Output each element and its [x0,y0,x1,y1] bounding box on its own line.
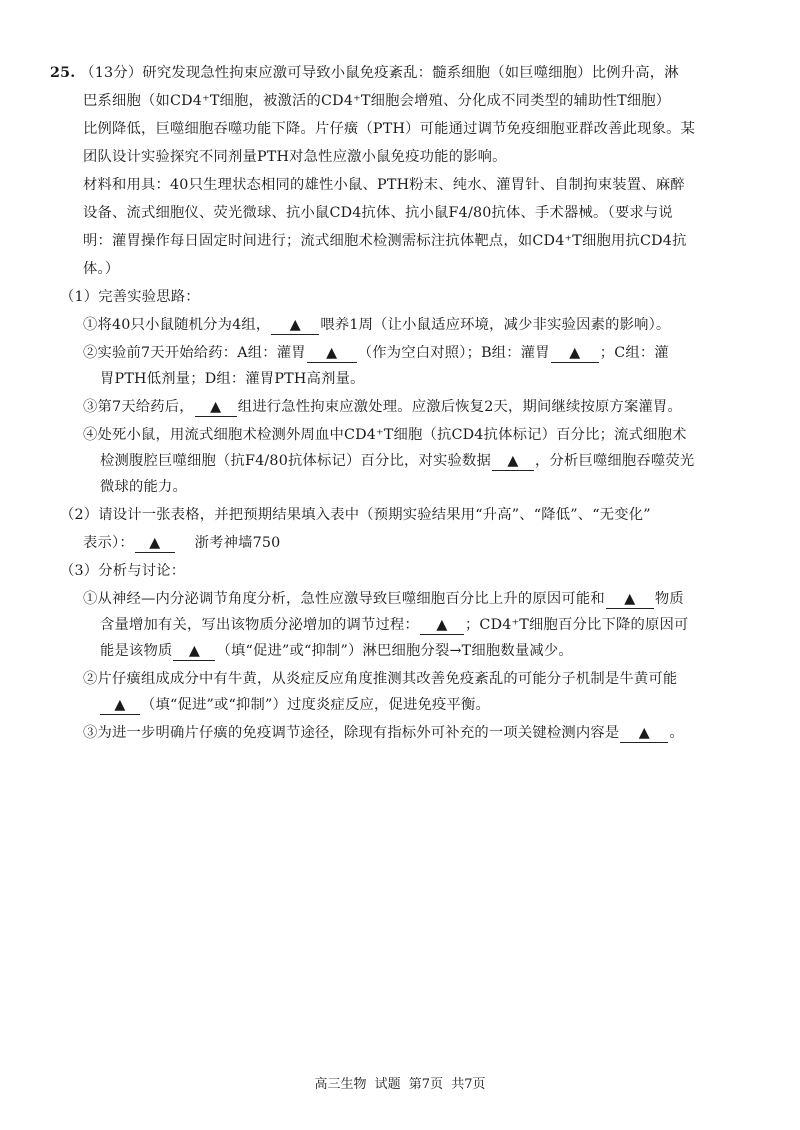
answer-blank-1[interactable]: ▲ [271,317,319,335]
part1-step-2: ②实验前7天开始给药：A组：灌胃 ▲ （作为空白对照）；B组：灌胃 ▲ ；C组：灌 [83,345,669,361]
part1-heading: （1）完善实验思路： [60,289,200,305]
footer-subject: 高三生物 [314,1077,367,1092]
question-score: （13分） [80,65,143,81]
part1-step-4-cont: 检测腹腔巨噬细胞（抗F4/80抗体标记）百分比，对实验数据 ▲ ，分析巨噬细胞吞噬荧光 [100,453,695,469]
materials-line-2: 设备、流式细胞仪、荧光微球、抗小鼠CD4抗体、抗小鼠F4/80抗体、手术器械。（要求与说 [83,205,673,221]
answer-blank-10[interactable]: ▲ [100,697,140,715]
part1-step-4: ④处死小鼠，用流式细胞术检测外周血中CD4⁺T细胞（抗CD4抗体标记）百分比；流式细胞术 [83,427,687,443]
part1-step-3: ③第7天给药后， ▲ 组进行急性拘束应激处理。应激后恢复2天，期间继续按原方案灌胃。 [83,399,682,415]
materials-line-1: 材料和用具：40只生理状态相同的雄性小鼠、PTH粉末、纯水、灌胃针、自制拘束装置、麻醉 [83,177,685,193]
watermark-text: 浙考神墙750 [194,535,281,551]
question-stem-line-3: 比例降低，巨噬细胞吞噬功能下降。片仔癀（PTH）可能通过调节免疫细胞亚群改善此现象。某 [83,121,696,137]
answer-blank-4[interactable]: ▲ [195,399,237,417]
answer-blank-7[interactable]: ▲ [606,591,654,609]
answer-blank-2[interactable]: ▲ [307,345,357,363]
part1-step-1: ①将40只小鼠随机分为4组， ▲ 喂养1周（让小鼠适应环境，减少非实验因素的影响）。 [83,317,671,333]
part3-q3: ③为进一步明确片仔癀的免疫调节途径，除现有指标外可补充的一项关键检测内容是 ▲ 。 [83,725,684,741]
part3-q1-line-1: ①从神经—内分泌调节角度分析，急性应激导致巨噬细胞百分比上升的原因可能和 ▲ 物质 [83,591,684,607]
answer-blank-11[interactable]: ▲ [620,725,668,743]
footer-page-number: 第7页 [408,1077,444,1092]
part2-line-2: 表示）： ▲ 浙考神墙750 [83,535,281,551]
part3-q1-line-3: 能是该物质 ▲ （填“促进”或“抑制”）淋巴细胞分裂→T细胞数量减少。 [100,643,573,659]
part1-step-4-end: 微球的能力。 [100,479,187,495]
footer-total-pages: 共7页 [451,1077,486,1092]
question-stem-line-1: 25. （13分）研究发现急性拘束应激可导致小鼠免疫紊乱：髓系细胞（如巨噬细胞）比例升高，淋 [50,65,679,81]
part3-q2-line-1: ②片仔癀组成成分中有牛黄，从炎症反应角度推测其改善免疫紊乱的可能分子机制是牛黄可能 [83,671,678,687]
materials-line-3: 明：灌胃操作每日固定时间进行；流式细胞术检测需标注抗体靶点，如CD4⁺T细胞用抗CD4抗 [83,233,687,249]
part3-heading: （3）分析与讨论： [60,563,186,579]
footer-title: 试题 [374,1077,401,1092]
part3-q1-line-2: 含量增加有关，写出该物质分泌增加的调节过程： ▲ ；CD4⁺T细胞百分比下降的原因可 [100,617,689,633]
part3-q2-line-2: ▲ （填“促进”或“抑制”）过度炎症反应，促进免疫平衡。 [100,695,490,715]
answer-blank-8[interactable]: ▲ [420,617,464,635]
materials-line-4: 体。） [83,261,120,277]
answer-blank-5[interactable]: ▲ [492,453,534,471]
part2-line-1: （2）请设计一张表格，并把预期结果填入表中（预期实验结果用“升高”、“降低”、“无变化” [60,507,651,523]
answer-blank-6[interactable]: ▲ [135,535,175,553]
question-stem-line-2: 巴系细胞（如CD4⁺T细胞，被激活的CD4⁺T细胞会增殖、分化成不同类型的辅助性T细胞） [83,93,671,109]
answer-blank-3[interactable]: ▲ [551,345,599,363]
page-footer [0,1076,800,1094]
question-stem-line-4: 团队设计实验探究不同剂量PTH对急性应激小鼠免疫功能的影响。 [83,149,507,165]
answer-blank-9[interactable]: ▲ [173,643,215,661]
part1-step-2-cont: 胃PTH低剂量；D组：灌胃PTH高剂量。 [100,371,365,387]
question-number: 25. [50,65,76,81]
